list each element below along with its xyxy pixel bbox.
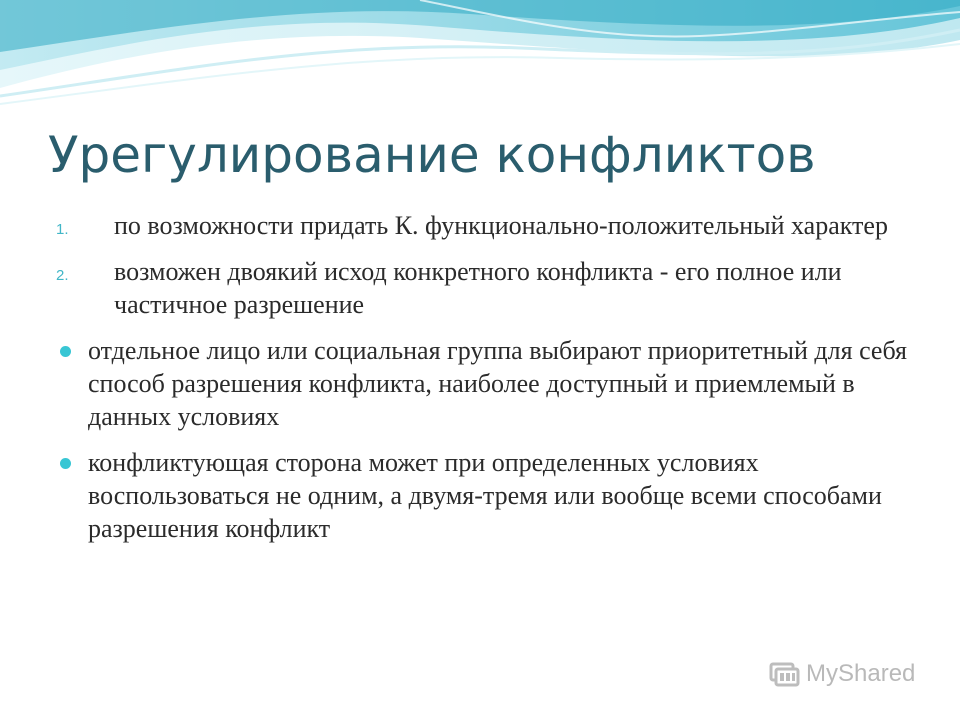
myshared-logo-icon <box>768 658 800 690</box>
list-item-text: отдельное лицо или социальная группа выбирают приоритетный для себя способ разрешения конфликта, наиболее доступный и приемлемый в данных условиях <box>88 336 907 431</box>
list-number: 1. <box>56 221 69 238</box>
bullet-list-item <box>48 334 928 433</box>
header-wave-decoration <box>0 0 960 120</box>
watermark-logo <box>768 656 915 692</box>
list-item-text: конфликтующая сторона может при определенных условиях воспользоваться не одним, а двумя-тремя или вообще всеми способами разрешения конфликт <box>88 448 882 543</box>
watermark-text: MyShared <box>806 660 916 687</box>
slide-title: Урегулирование конфликтов <box>48 126 816 184</box>
slide-content <box>48 209 928 558</box>
list-item-text: по возможности придать К. функционально-положительный характер <box>114 211 888 240</box>
list-item-text: возможен двоякий исход конкретного конфликта - его полное или частичное разрешение <box>114 257 842 319</box>
bullet-dot-icon <box>60 346 71 357</box>
list-number: 2. <box>56 267 69 284</box>
bullet-dot-icon <box>60 458 71 469</box>
bullet-list-item <box>48 446 928 545</box>
numbered-list-item <box>48 255 928 321</box>
numbered-list-item <box>48 209 928 242</box>
